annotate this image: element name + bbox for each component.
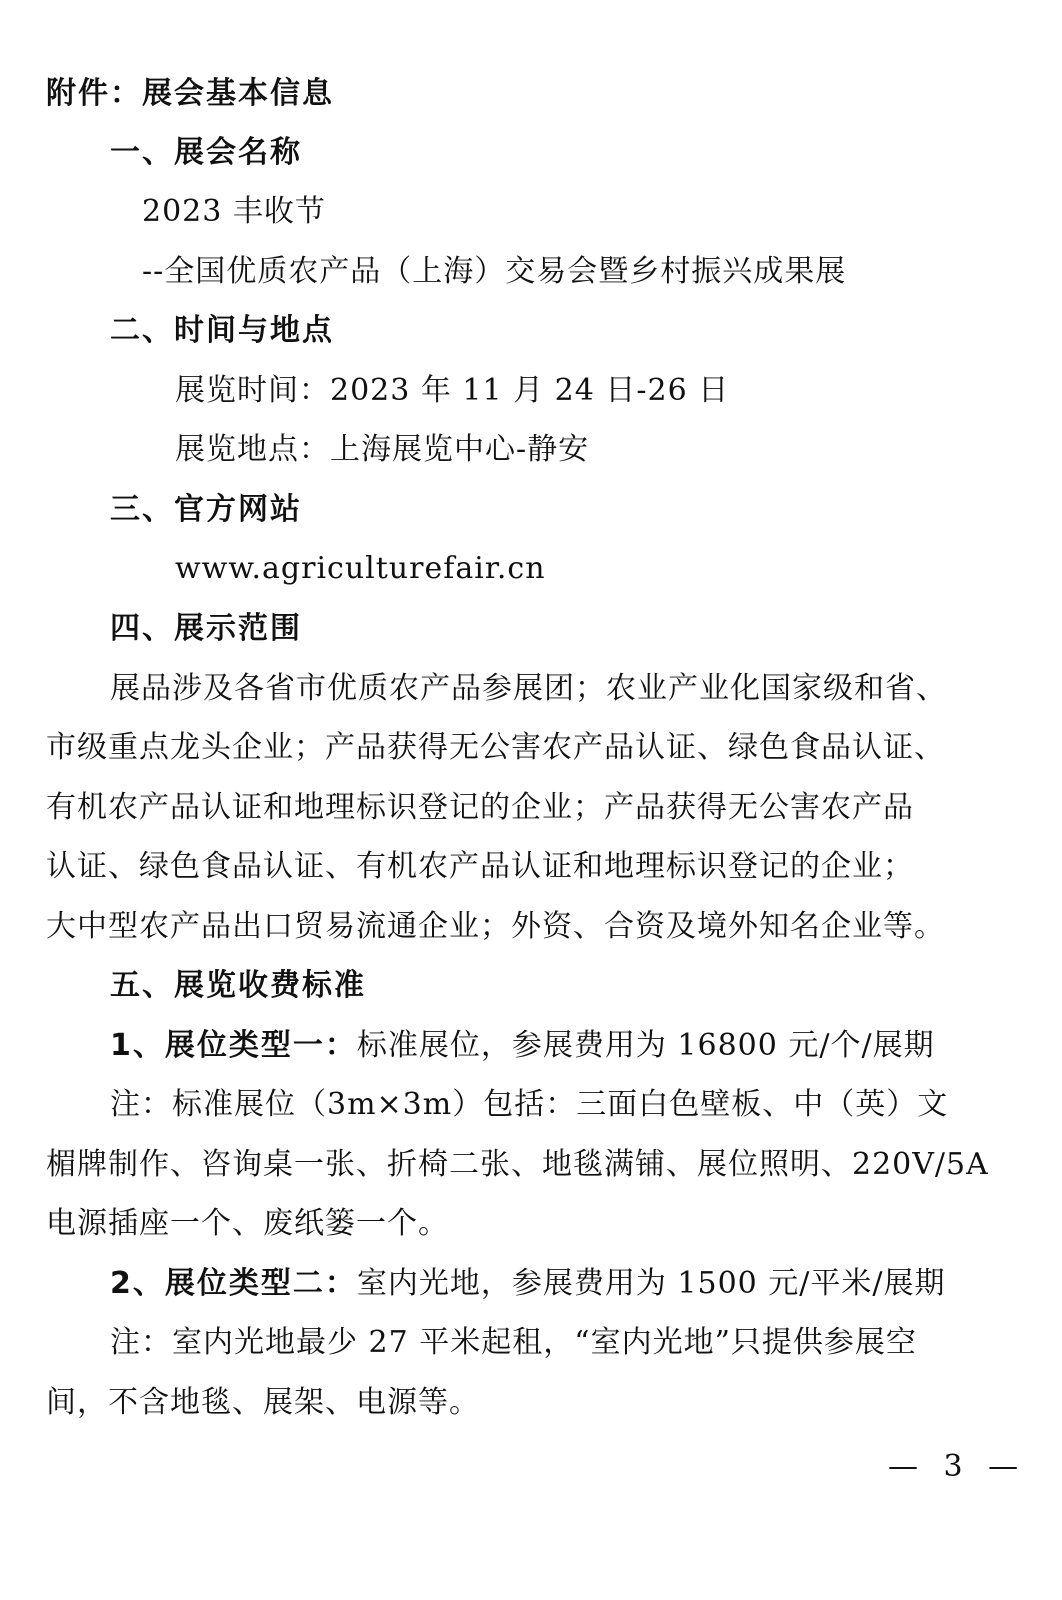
booth-type-1-text: 标准展位，参展费用为 16800 元/个/展期 bbox=[356, 1028, 935, 1063]
booth-type-2-label: 2、展位类型二： bbox=[110, 1266, 357, 1301]
exhibition-place: 展览地点：上海展览中心-静安 bbox=[175, 432, 590, 467]
fair-name-line-1: 2023 丰收节 bbox=[142, 194, 326, 229]
booth-type-1 bbox=[110, 1026, 935, 1066]
scope-line: 认证、绿色食品认证、有机农产品认证和地理标识登记的企业； bbox=[46, 849, 914, 884]
scope-line: 展品涉及各省市优质农产品参展团；农业产业化国家级和省、 bbox=[110, 671, 947, 706]
scope-line: 有机农产品认证和地理标识登记的企业；产品获得无公害农产品 bbox=[46, 790, 914, 825]
booth-type-2-note: 间，不含地毯、展架、电源等。 bbox=[46, 1385, 480, 1420]
website-url: www.agriculturefair.cn bbox=[175, 551, 546, 586]
fair-name-line-2: --全国优质农产品（上海）交易会暨乡村振兴成果展 bbox=[142, 254, 847, 289]
section-heading-name: 一、展会名称 bbox=[110, 135, 302, 170]
section-heading-website: 三、官方网站 bbox=[110, 492, 302, 527]
section-heading-fees: 五、展览收费标准 bbox=[110, 968, 366, 1003]
page-number: — 3 — bbox=[888, 1449, 1027, 1484]
scope-line: 市级重点龙头企业；产品获得无公害农产品认证、绿色食品认证、 bbox=[46, 730, 945, 765]
attachment-title: 附件：展会基本信息 bbox=[46, 76, 334, 111]
booth-type-2-text: 室内光地，参展费用为 1500 元/平米/展期 bbox=[356, 1266, 946, 1301]
section-heading-time-place: 二、时间与地点 bbox=[110, 313, 334, 348]
booth-type-1-note: 楣牌制作、咨询桌一张、折椅二张、地毯满铺、展位照明、220V/5A bbox=[46, 1147, 989, 1182]
booth-type-2 bbox=[110, 1264, 946, 1304]
booth-type-1-note: 注：标准展位（3m×3m）包括：三面白色壁板、中（英）文 bbox=[110, 1087, 949, 1122]
booth-type-1-note: 电源插座一个、废纸篓一个。 bbox=[46, 1206, 449, 1241]
section-heading-scope: 四、展示范围 bbox=[110, 611, 302, 646]
booth-type-2-note: 注：室内光地最少 27 平米起租，“室内光地”只提供参展空 bbox=[110, 1325, 917, 1360]
booth-type-1-label: 1、展位类型一： bbox=[110, 1028, 357, 1063]
exhibition-time: 展览时间：2023 年 11 月 24 日-26 日 bbox=[175, 373, 730, 408]
scope-line: 大中型农产品出口贸易流通企业；外资、合资及境外知名企业等。 bbox=[46, 909, 945, 944]
